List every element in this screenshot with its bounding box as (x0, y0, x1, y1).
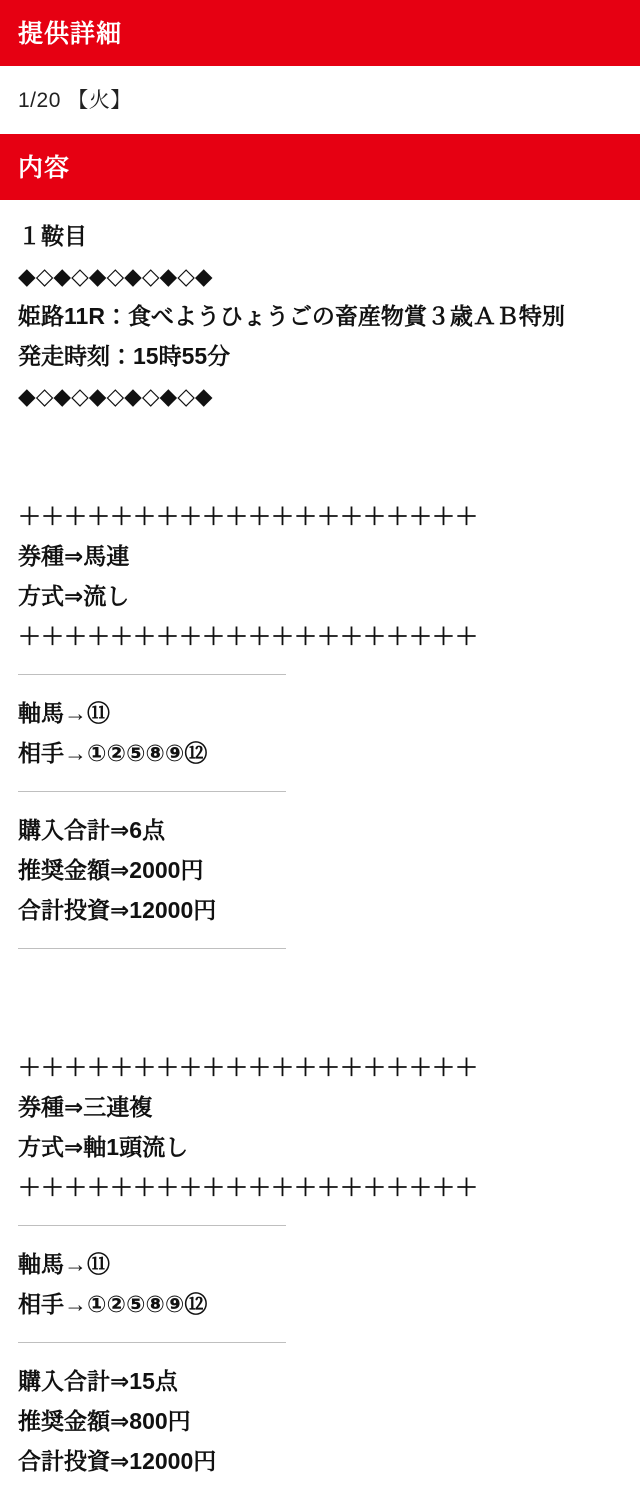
content-line: ＋＋＋＋＋＋＋＋＋＋＋＋＋＋＋＋＋＋＋＋ (18, 503, 478, 529)
blank-line (18, 456, 622, 496)
content-line: １鞍目 (18, 223, 87, 249)
content-line: ◆◇◆◇◆◇◆◇◆◇◆ (18, 383, 213, 409)
divider (18, 1225, 286, 1226)
section-header-content: 内容 (0, 134, 640, 200)
content-line: 券種⇒馬連 (18, 543, 130, 569)
content-body (0, 200, 640, 1505)
content-line: 推奨金額⇒2000円 (18, 857, 204, 883)
content-line: 相手→①②⑤⑧⑨⑫ (18, 740, 208, 766)
content-line: 合計投資⇒12000円 (18, 1448, 217, 1474)
content-line: ＋＋＋＋＋＋＋＋＋＋＋＋＋＋＋＋＋＋＋＋ (18, 1054, 478, 1080)
date-line: 1/20 【火】 (18, 89, 132, 112)
content-line: 推奨金額⇒800円 (18, 1408, 191, 1434)
content-line: 相手→①②⑤⑧⑨⑫ (18, 1291, 208, 1317)
divider (18, 948, 286, 949)
content-line: 方式⇒軸1頭流し (18, 1134, 189, 1160)
content-line: ◆◇◆◇◆◇◆◇◆◇◆ (18, 263, 213, 289)
content-line: 方式⇒流し (18, 583, 130, 609)
section-header-title: 提供詳細 (0, 0, 640, 66)
blank-line (18, 416, 622, 456)
content-line: 姫路11R：食べようひょうごの畜産物賞３歳ＡＢ特別 (18, 303, 565, 329)
content-line: 購入合計⇒15点 (18, 1368, 178, 1394)
divider (18, 1342, 286, 1343)
content-line: 購入合計⇒6点 (18, 817, 166, 843)
divider (18, 674, 286, 675)
content-line: 軸馬→⑪ (18, 700, 110, 726)
content-line: 発走時刻：15時55分 (18, 343, 231, 369)
content-line: 軸馬→⑪ (18, 1251, 110, 1277)
blank-line (18, 1007, 622, 1047)
content-line: 合計投資⇒12000円 (18, 897, 217, 923)
divider (18, 791, 286, 792)
content-line: 券種⇒三連複 (18, 1094, 153, 1120)
blank-line (18, 967, 622, 1007)
content-line: ＋＋＋＋＋＋＋＋＋＋＋＋＋＋＋＋＋＋＋＋ (18, 1174, 478, 1200)
content-line: ＋＋＋＋＋＋＋＋＋＋＋＋＋＋＋＋＋＋＋＋ (18, 623, 478, 649)
